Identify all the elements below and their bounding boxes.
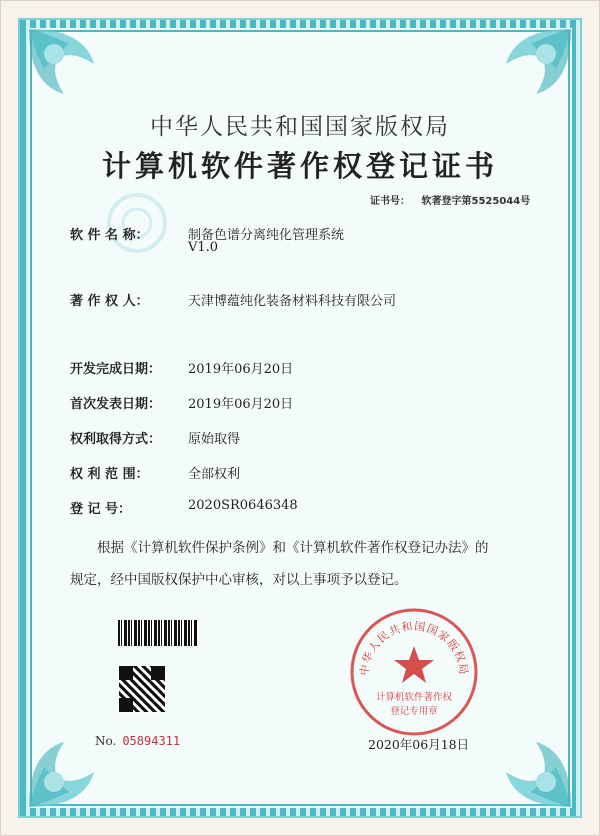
field-value: 2019年06月20日 <box>188 397 294 412</box>
field-value: 制备色谱分离纯化管理系统 <box>188 228 345 243</box>
field-value: 2020SR0646348 <box>188 498 298 513</box>
field-label: 权利取得方式： <box>70 432 162 447</box>
field-label: 登 记 号： <box>70 502 132 517</box>
certificate-number-value: 软著登字第5525044号 <box>421 196 531 207</box>
statement-line: 规定，经中国版权保护中心审核，对以上事项予以登记。 <box>70 572 408 588</box>
certificate-number-label: 证书号： <box>370 196 410 207</box>
field-label: 著 作 权 人： <box>70 294 149 309</box>
serial-number <box>95 734 180 748</box>
field-acquisition-method <box>70 428 241 447</box>
field-rights-scope <box>70 463 241 482</box>
field-value: 全部权利 <box>188 467 241 482</box>
qr-code <box>118 665 166 713</box>
field-value: 原始取得 <box>188 432 241 447</box>
field-label: 开发完成日期： <box>70 362 162 377</box>
issue-date: 2020年06月18日 <box>368 737 470 752</box>
field-completion-date <box>70 358 294 377</box>
field-label: 首次发表日期： <box>70 397 162 412</box>
certificate-number <box>370 192 530 207</box>
svg-text:登记专用章: 登记专用章 <box>390 706 438 717</box>
field-publication-date <box>70 393 294 412</box>
field-version: V1.0 <box>188 240 219 255</box>
seal-outer-text: 中华人民共和国国家版权局 <box>357 619 471 677</box>
field-value: 2019年06月20日 <box>188 362 294 377</box>
field-label: 软 件 名 称： <box>70 228 149 243</box>
field-software-name <box>70 224 345 255</box>
field-copyright-owner <box>70 290 397 309</box>
corner-ornament-icon <box>466 702 576 812</box>
serial-label: No. <box>95 734 117 748</box>
issuer-title: 中华人民共和国国家版权局 <box>150 114 450 140</box>
serial-value: 05894311 <box>122 734 181 748</box>
statement-paragraph <box>70 532 545 596</box>
corner-ornament-icon <box>24 702 134 812</box>
statement-line: 根据《计算机软件保护条例》和《计算机软件著作权登记办法》的 <box>97 540 489 556</box>
field-label: 权 利 范 围： <box>70 467 149 482</box>
svg-text:计算机软件著作权: 计算机软件著作权 <box>375 692 453 703</box>
certificate-title: 计算机软件著作权登记证书 <box>101 149 498 183</box>
field-registration-number <box>70 498 298 517</box>
field-value: 天津博蕴纯化装备材料科技有限公司 <box>188 294 397 309</box>
official-seal-stamp <box>348 606 480 738</box>
watermark-emblem-icon <box>92 188 182 258</box>
barcode <box>118 620 198 646</box>
